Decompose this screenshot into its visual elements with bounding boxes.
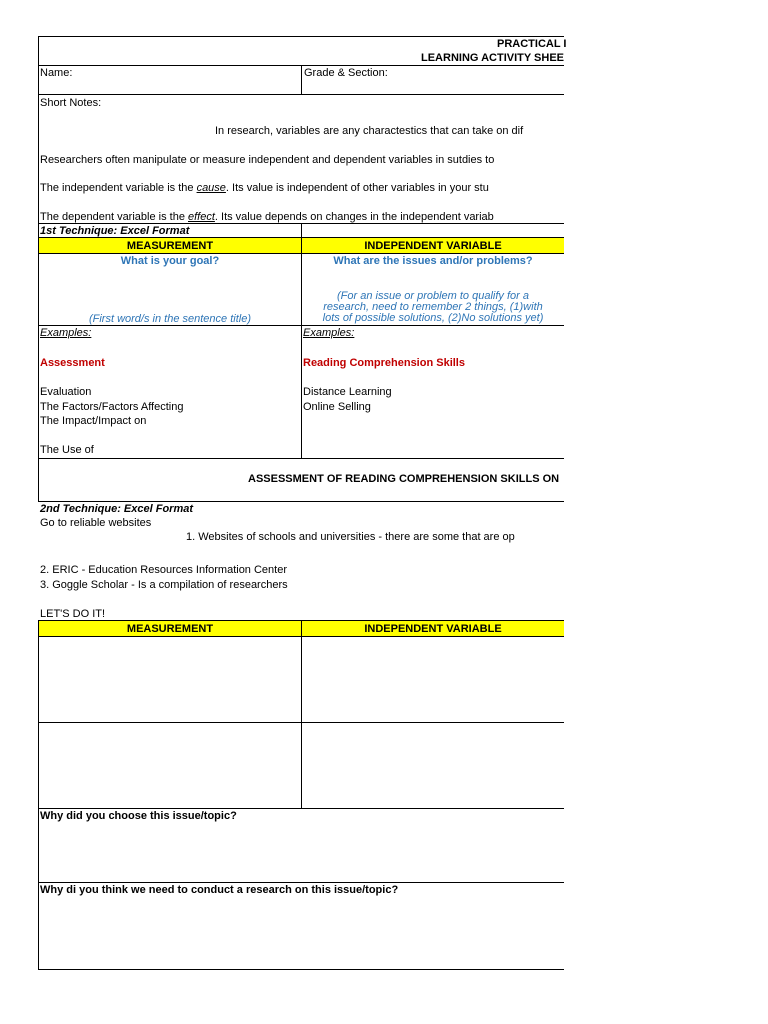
notes-dependent-em: effect <box>188 211 215 223</box>
t1-example-assessment: Assessment <box>40 357 105 369</box>
notes-independent-post: . Its value is independent of other variables in your stu <box>225 182 489 194</box>
t1-col-independent-header: INDEPENDENT VARIABLE <box>364 240 502 252</box>
t1-example-item: The Impact/Impact on <box>40 415 147 427</box>
t1-col2-examples-label: Examples: <box>303 327 355 339</box>
activity-cell-independent-2[interactable] <box>302 723 564 808</box>
t1-example-item: Evaluation <box>40 386 92 398</box>
t1-goal-hint: (First word/s in the sentence title) <box>88 313 251 325</box>
t1-example-item: Online Selling <box>303 401 371 413</box>
activity-col-measurement-header: MEASUREMENT <box>126 623 214 635</box>
activity-cell-measurement-1[interactable] <box>39 637 301 722</box>
notes-line-independent <box>40 181 489 195</box>
t1-sample-title: ASSESSMENT OF READING COMPREHENSION SKILLS ON <box>248 473 560 485</box>
technique2-item-eric: 2. ERIC - Education Resources Information Center <box>40 564 288 576</box>
notes-independent-pre: The independent variable is the <box>40 182 197 194</box>
notes-line-manipulate: Researchers often manipulate or measure independent and dependent variables in sutdies to <box>40 154 495 166</box>
sheet-title-line1: PRACTICAL I <box>497 38 567 50</box>
t1-issues-hint-1: (For an issue or problem to qualify for a <box>337 290 529 302</box>
line <box>38 458 564 459</box>
technique1-title: 1st Technique: Excel Format <box>40 225 190 237</box>
technique2-item-scholar: 3. Goggle Scholar - Is a compilation of researchers <box>40 579 288 591</box>
line <box>38 36 564 37</box>
line <box>38 969 564 970</box>
t1-issues-hint-2: research, need to remember 2 things, (1)with <box>323 301 543 313</box>
t1-col-measurement-header: MEASUREMENT <box>126 240 214 252</box>
t1-goal-question: What is your goal? <box>120 255 220 267</box>
t1-example-item: Distance Learning <box>303 386 392 398</box>
name-label: Name: <box>40 67 73 79</box>
activity-cell-independent-1[interactable] <box>302 637 564 722</box>
technique2-title: 2nd Technique: Excel Format <box>40 503 194 515</box>
notes-line-dependent <box>40 210 494 224</box>
line <box>38 94 564 95</box>
t1-issues-hint-3: lots of possible solutions, (2)No solutions yet) <box>322 312 544 324</box>
notes-dependent-pre: The dependent variable is the <box>40 211 188 223</box>
grade-section-label: Grade & Section: <box>304 67 388 79</box>
activity-col-independent-header: INDEPENDENT VARIABLE <box>364 623 502 635</box>
question-why-choose: Why did you choose this issue/topic? <box>40 810 237 822</box>
line <box>38 36 39 502</box>
activity-cell-measurement-2[interactable] <box>39 723 301 808</box>
notes-dependent-post: . Its value depends on changes in the independent variab <box>214 211 494 223</box>
t1-col1-examples-label: Examples: <box>40 327 92 339</box>
technique2-item-websites: 1. Websites of schools and universities - there are some that are op <box>186 531 515 543</box>
line <box>301 65 302 94</box>
t1-example-reading-skills: Reading Comprehension Skills <box>303 357 465 369</box>
technique2-intro: Go to reliable websites <box>40 517 152 529</box>
answer-why-research[interactable] <box>39 898 564 969</box>
short-notes-label: Short Notes: <box>40 97 102 109</box>
t1-example-item: The Factors/Factors Affecting <box>40 401 184 413</box>
answer-why-choose[interactable] <box>39 824 564 882</box>
t1-example-item: The Use of <box>40 444 94 456</box>
t1-issues-question: What are the issues and/or problems? <box>333 255 533 267</box>
notes-line-variables: In research, variables are any charactestics that can take on dif <box>215 125 524 137</box>
question-why-research: Why di you think we need to conduct a research on this issue/topic? <box>40 884 399 896</box>
sheet-title-line2: LEARNING ACTIVITY SHEE <box>421 52 565 64</box>
activity-title: LET'S DO IT! <box>40 608 106 620</box>
notes-independent-em: cause <box>196 182 226 194</box>
